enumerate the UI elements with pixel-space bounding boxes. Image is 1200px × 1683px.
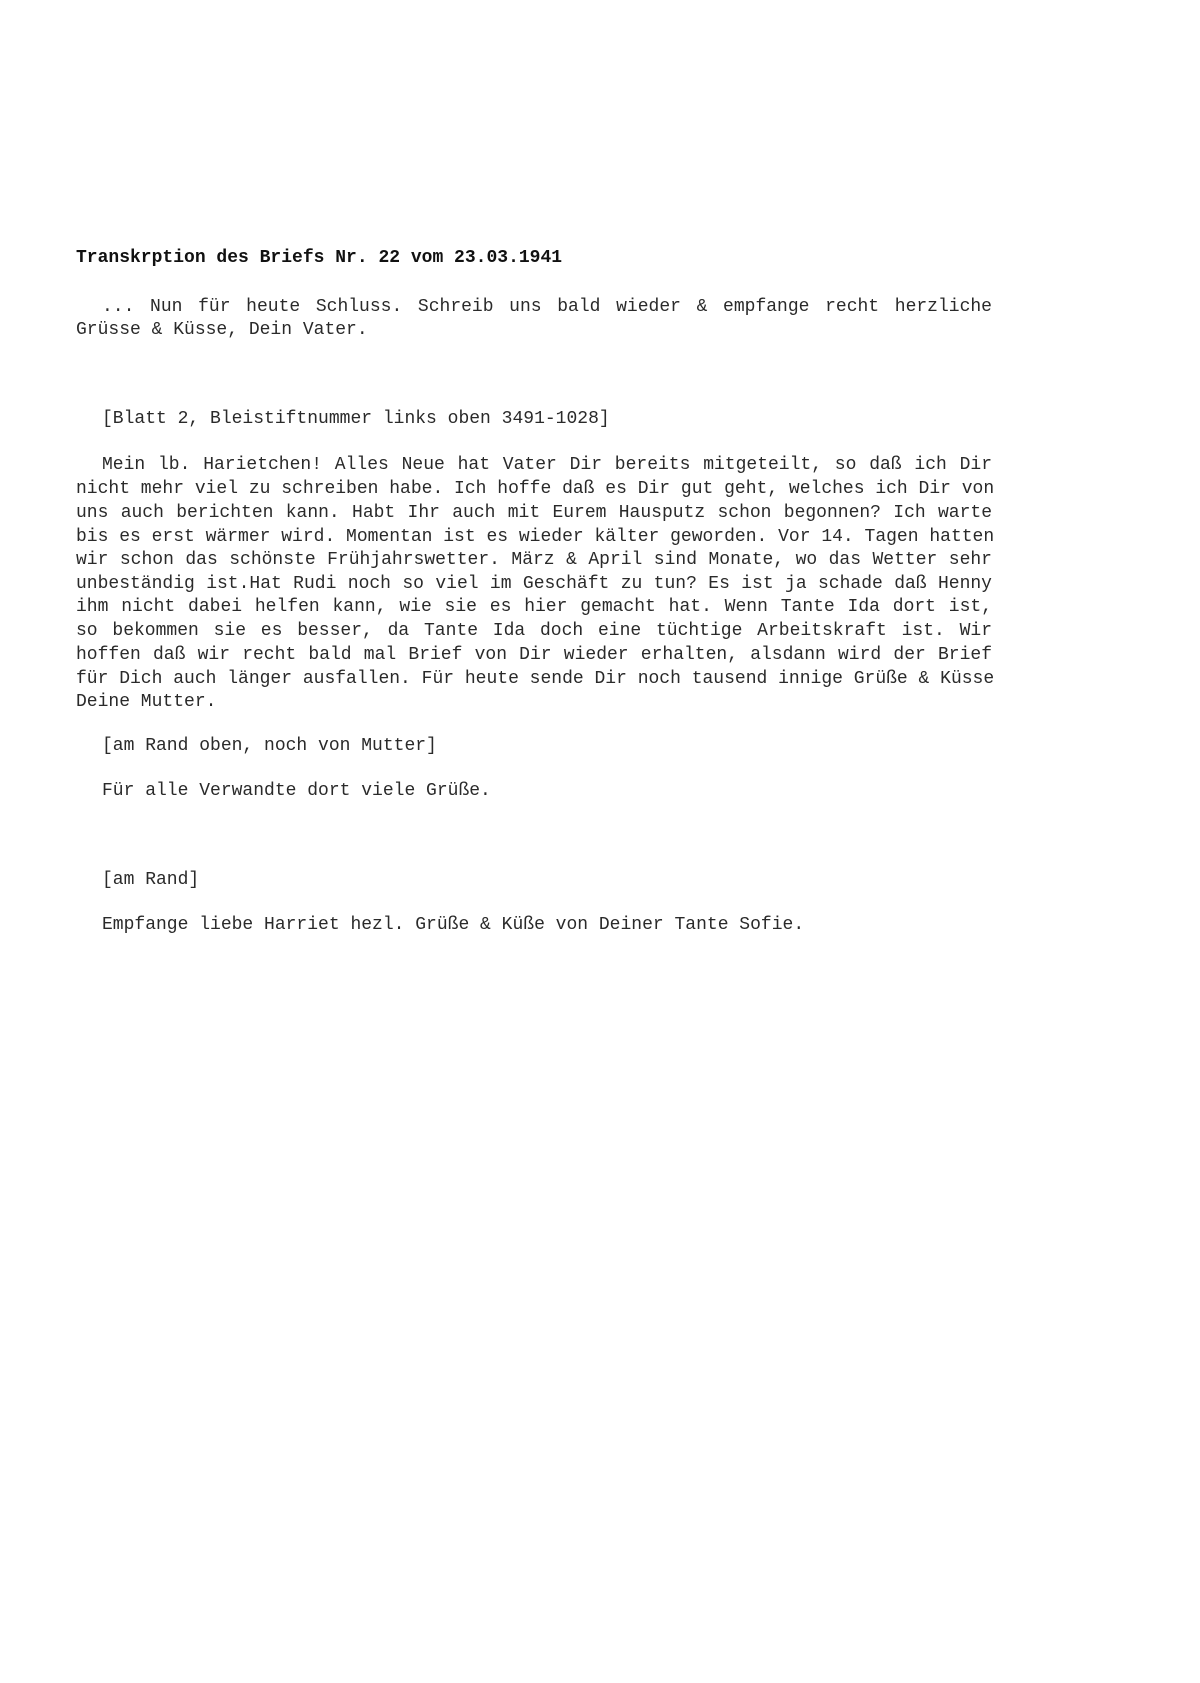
rand-oben-note: [am Rand oben, noch von Mutter] [102, 736, 437, 756]
mutter-letter-line: hoffen daß wir recht bald mal Brief von Dir wieder erhalten, alsdann wird der Brief [76, 645, 992, 665]
mutter-letter-line: wir schon das schönste Frühjahrswetter. März & April sind Monate, wo das Wetter sehr [76, 550, 992, 570]
mutter-letter-line: unbeständig ist.Hat Rudi noch so viel im Geschäft zu tun? Es ist ja schade daß Henny [76, 574, 992, 594]
mutter-letter-line: für Dich auch länger ausfallen. Für heute sende Dir noch tausend innige Grüße & Küsse [76, 669, 995, 689]
rand-oben-text: Für alle Verwandte dort viele Grüße. [102, 781, 491, 801]
vater-closing-line: Grüsse & Küsse, Dein Vater. [76, 320, 368, 340]
mutter-letter-line: uns auch berichten kann. Habt Ihr auch mit Eurem Hausputz schon begonnen? Ich warte [76, 503, 992, 523]
mutter-letter-line: bis es erst wärmer wird. Momentan ist es wieder kälter geworden. Vor 14. Tagen hatten [76, 527, 995, 547]
mutter-letter-line: nicht mehr viel zu schreiben habe. Ich hoffe daß es Dir gut geht, welches ich Dir von [76, 479, 995, 499]
mutter-letter-line: Mein lb. Harietchen! Alles Neue hat Vater Dir bereits mitgeteilt, so daß ich Dir [102, 455, 992, 475]
mutter-letter-line: ihm nicht dabei helfen kann, wie sie es hier gemacht hat. Wenn Tante Ida dort ist, [76, 597, 992, 617]
blatt-note: [Blatt 2, Bleistiftnummer links oben 3491-1028] [102, 409, 610, 429]
mutter-letter-line: Deine Mutter. [76, 692, 217, 712]
vater-closing-line: ... Nun für heute Schluss. Schreib uns bald wieder & empfange recht herzliche [102, 297, 992, 317]
rand-text: Empfange liebe Harriet hezl. Grüße & Küße von Deiner Tante Sofie. [102, 915, 805, 935]
document-title: Transkrption des Briefs Nr. 22 vom 23.03.1941 [76, 248, 563, 268]
rand-note: [am Rand] [102, 870, 200, 890]
mutter-letter-line: so bekommen sie es besser, da Tante Ida doch eine tüchtige Arbeitskraft ist. Wir [76, 621, 992, 641]
